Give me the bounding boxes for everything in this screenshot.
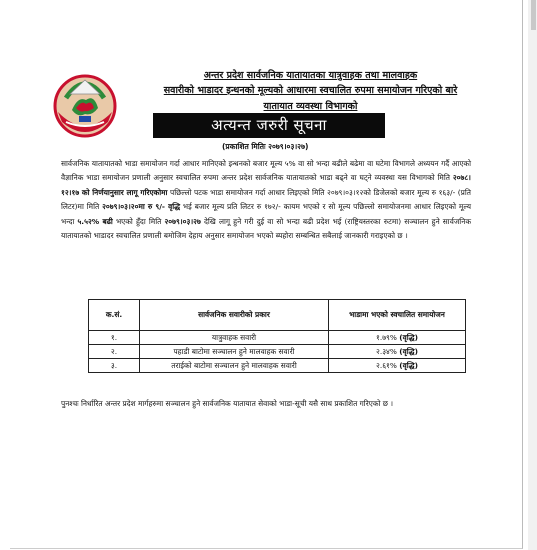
row-rate: २.३४% (376, 346, 397, 356)
row-vehicle-type: तराईको बाटोमा सञ्चालन हुने मालवाहक सवारी (140, 359, 329, 373)
table-row (89, 359, 466, 373)
header-vehicle-type: सार्वजनिक सवारीको प्रकार (140, 300, 329, 331)
heading-line-2: सवारीको भाडादर इन्धनको मूल्यको आधारमा स्वचालित रुपमा समायोजन गरिएको बारे (163, 85, 458, 96)
body-text-3: भई बजार मूल्य प्रति लिटर रु १७२/- कायम भएको र सो मूल्य पछिल्लो समायोजनमा आधार लिइएको मूल्य भन्दा (61, 202, 471, 226)
notice-body (61, 157, 471, 243)
table-row (89, 331, 466, 345)
postscript-note: पुनश्चः निर्धारित अन्तर प्रदेश मार्गहरुमा सञ्चालन हुने सार्वजनिक यातायात सेवाको भाडा-सूची यसै साथ प्रकाशित गरिएको छ । (61, 399, 394, 408)
body-bold-1: २०७८।१२।१७ को निर्णयानुसार लागू गरिएकोमा (61, 173, 471, 197)
heading-line-1: अन्तर प्रदेश सार्वजनिक यातायातका यात्रुवाहक तथा मालवाहक (203, 70, 418, 81)
row-change: (वृद्धि) (399, 332, 418, 342)
body-text-2: पछिल्लो पटक भाडा समायोजन गर्दा आधार लिइएको मिति २०७९।०३।१२को डिजेलको बजार मूल्य रु १६३/- (प्रति लिटर)मा मिति (61, 187, 471, 212)
row-serial: ३. (89, 359, 140, 373)
table-header-row (89, 300, 466, 331)
header-adjustment: भाडामा भएको स्वचालित समायोजन (329, 300, 466, 331)
row-rate: २.६१% (376, 360, 397, 370)
row-vehicle-type: यात्रुवाहक सवारी (140, 331, 329, 345)
row-change: (वृद्धि) (399, 360, 418, 370)
published-date: (प्रकाशित मितिः २०७९।०३।२७) (222, 142, 309, 151)
body-text-1: सार्वजनिक यातायातको भाडा समायोजन गर्दा आधार मानिएको इन्धनको बजार मूल्य ५% वा सो भन्दा बढीले बढेमा वा घटेमा विभागले अध्ययन गर्दै आएको वैज्ञानिक भाडा समायोजन प्रणाली अनुसार स्वचालित रुपमा अन्तर प्रदेश सार्वजनिक यातायातको भाडा बढ्ने वा घट्ने व्यवस्था यस विभागको मिति (61, 159, 471, 183)
body-bold-3: ५.५२% बढी (77, 216, 113, 226)
row-change: (वृद्धि) (399, 346, 418, 356)
body-bold-4: २०७९।०३।२७ (164, 216, 201, 226)
row-vehicle-type: पहाडी बाटोमा सञ्चालन हुने मालवाहक सवारी (140, 345, 329, 359)
row-adjustment (329, 359, 466, 373)
body-text-5: देखि लागू हुने गरी दुई वा सो भन्दा बढी प्रदेश भई (राष्ट्रियस्तरका रुटमा) सञ्चालन हुने सार्वजनिक यातायातको भाडादर स्वचालित प्रणाली बमोजिम देहाय अनुसार समायोजन भएको ब्यहोरा सम्बन्धित सबैलाई जानकारी गराइएको छ । (61, 216, 471, 241)
table-row (89, 345, 466, 359)
row-rate: १.७९% (376, 332, 397, 342)
scrollbar-thumb[interactable] (531, 0, 536, 30)
body-text-4: भएको हुँदा मिति (112, 216, 165, 226)
row-adjustment (329, 345, 466, 359)
row-adjustment (329, 331, 466, 345)
body-bold-2: २०७९।०३।२०मा रु ९/- वृद्धि (102, 202, 181, 212)
fare-adjustment-table (88, 299, 466, 373)
row-serial: १. (89, 331, 140, 345)
header-serial: क.सं. (89, 300, 140, 331)
row-serial: २. (89, 345, 140, 359)
notice-banner: अत्यन्त जरुरी सूचना (153, 113, 385, 138)
heading-line-3: यातायात व्यवस्था विभागको (263, 101, 358, 112)
